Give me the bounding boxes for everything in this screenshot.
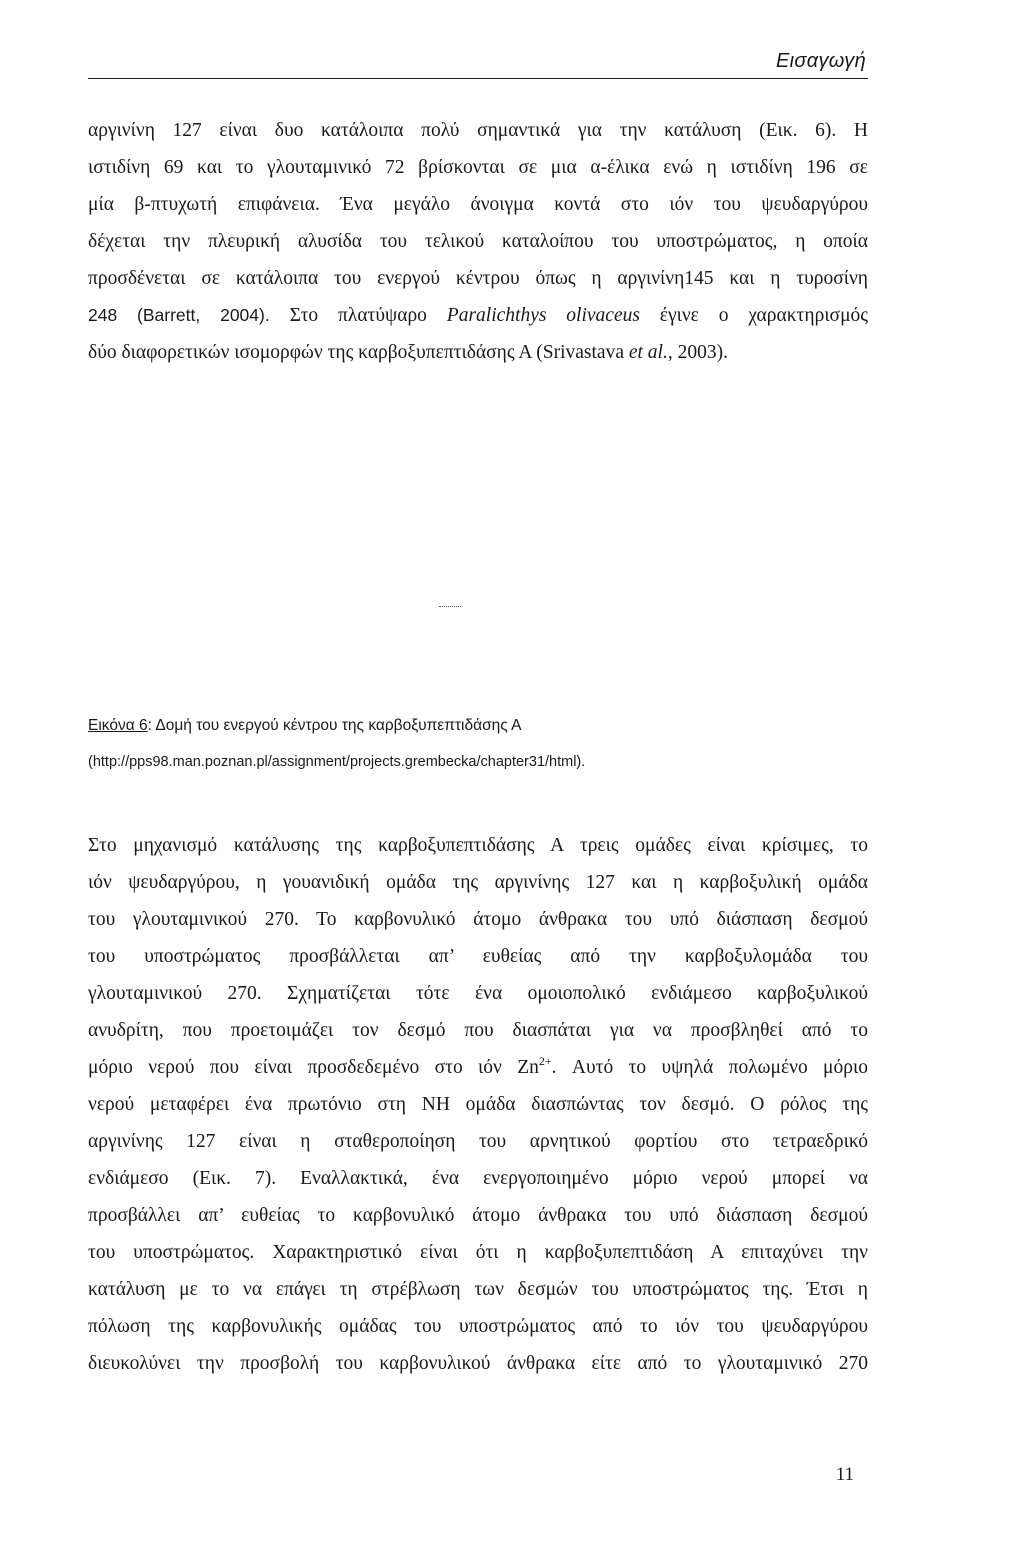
text-line: διευκολύνει την προσβολή του καρβονυλικού άνθρακα είτε από το γλουταμινικό 270: [88, 1353, 868, 1374]
caption-label: Εικόνα 6: [88, 717, 148, 734]
text-span: Στο πλατύψαρο: [269, 305, 447, 326]
paragraph-2: [88, 827, 868, 1382]
text-line: δέχεται την πλευρική αλυσίδα του τελικού καταλοίπου του υποστρώματος, η οποία: [88, 231, 868, 252]
text-line: μία β-πτυχωτή επιφάνεια. Ένα μεγάλο άνοιγμα κοντά στο ιόν του ψευδαργύρου: [88, 194, 868, 215]
section-title: Εισαγωγή: [776, 50, 866, 72]
text-line: ανυδρίτη, που προετοιμάζει τον δεσμό που διασπάται για να προσβληθεί από το: [88, 1020, 868, 1041]
text-line: κατάλυση με το να επάγει τη στρέβλωση των δεσμών του υποστρώματος της. Έτσι η: [88, 1279, 868, 1300]
text-span: . Αυτό το υψηλά πολωμένο μόριο: [551, 1057, 868, 1078]
text-line: [88, 297, 868, 334]
text-line: του γλουταμινικού 270. Το καρβονυλικό άτομο άνθρακα του υπό διάσπαση δεσμού: [88, 909, 868, 930]
caption-separator: :: [147, 717, 156, 734]
et-al: et al.: [628, 342, 668, 363]
text-line: Στο μηχανισμό κατάλυσης της καρβοξυπεπτιδάσης Α τρεις ομάδες είναι κρίσιμες, το: [88, 835, 868, 856]
text-span: μόριο νερού που είναι προσδεδεμένο στο ιόν Zn: [88, 1057, 539, 1078]
text-span: έγινε ο χαρακτηρισμός: [639, 305, 868, 326]
text-line: του υποστρώματος προσβάλλεται απ’ ευθείας από την καρβοξυλομάδα του: [88, 946, 868, 967]
page-header: [88, 44, 868, 79]
text-line: ιόν ψευδαργύρου, η γουανιδική ομάδα της αργινίνης 127 και η καρβοξυλική ομάδα: [88, 872, 868, 893]
paragraph-1: [88, 112, 868, 371]
caption-text: Δομή του ενεργού κέντρου της καρβοξυπεπτιδάσης Α: [155, 717, 522, 734]
text-line: πόλωση της καρβονυλικής ομάδας του υποστρώματος από το ιόν του ψευδαργύρου: [88, 1316, 868, 1337]
text-line: [88, 1049, 868, 1086]
caption-url: (http://pps98.man.poznan.pl/assignment/projects.grembecka/chapter31/html).: [88, 754, 586, 770]
figure-6-image: [88, 400, 868, 700]
text-line: αργινίνης 127 είναι η σταθεροποίηση του αρνητικού φορτίου στο τετραεδρικό: [88, 1131, 868, 1152]
text-line: [88, 334, 868, 371]
page-number: 11: [835, 1464, 854, 1485]
text-line: γλουταμινικού 270. Σχηματίζεται τότε ένα ομοιοπολικό ενδιάμεσο καρβοξυλικού: [88, 983, 868, 1004]
figure-remnant-mark: [439, 606, 461, 607]
text-line: ενδιάμεσο (Εικ. 7). Εναλλακτικά, ένα ενεργοποιημένο μόριο νερού μπορεί να: [88, 1168, 868, 1189]
text-line: νερού μεταφέρει ένα πρωτόνιο στη ΝΗ ομάδα διασπώντας τον δεσμό. Ο ρόλος της: [88, 1094, 868, 1115]
text-line: αργινίνη 127 είναι δυο κατάλοιπα πολύ σημαντικά για την κατάλυση (Εικ. 6). Η: [88, 120, 868, 141]
text-span: , 2003).: [667, 342, 728, 363]
citation: 248 (Barrett, 2004).: [88, 305, 270, 325]
text-line: προσδένεται σε κατάλοιπα του ενεργού κέντρου όπως η αργινίνη145 και η τυροσίνη: [88, 268, 868, 289]
superscript: 2+: [538, 1054, 552, 1068]
text-line: προσβάλλει απ’ ευθείας το καρβονυλικό άτομο άνθρακα του υπό διάσπαση δεσμού: [88, 1205, 868, 1226]
species-name: Paralichthys olivaceus: [446, 305, 640, 326]
text-line: του υποστρώματος. Χαρακτηριστικό είναι ότι η καρβοξυπεπτιδάση Α επιταχύνει την: [88, 1242, 868, 1263]
figure-caption: [88, 712, 868, 776]
text-line: ιστιδίνη 69 και το γλουταμινικό 72 βρίσκονται σε μια α-έλικα ενώ η ιστιδίνη 196 σε: [88, 157, 868, 178]
text-span: δύο διαφορετικών ισομορφών της καρβοξυπεπτιδάσης Α (Srivastava: [88, 342, 629, 363]
